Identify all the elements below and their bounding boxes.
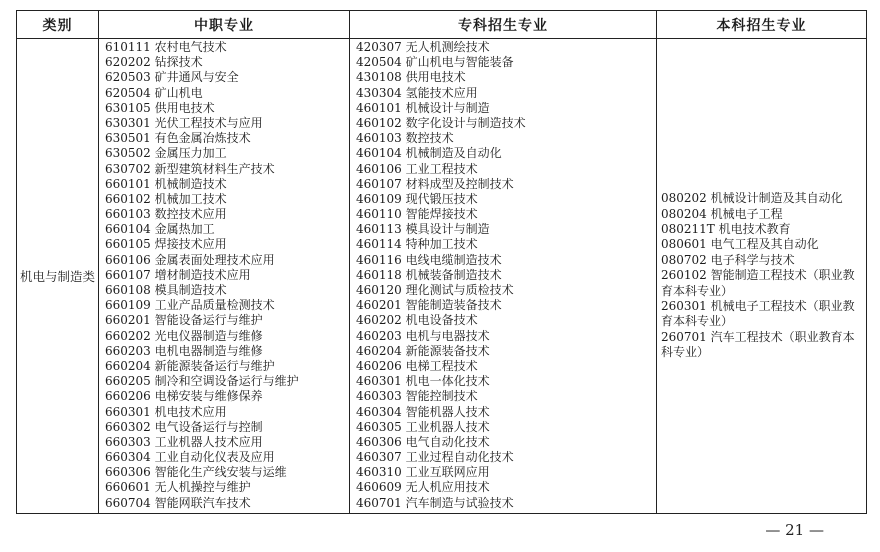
vocational-major-item: 460310 工业互联网应用: [356, 465, 490, 480]
secondary-major-item: 660203 电机电器制造与维修: [105, 343, 263, 358]
vocational-major-item: 420504 矿山机电与智能装备: [356, 55, 514, 70]
vocational-major-item: 460304 智能机器人技术: [356, 404, 490, 419]
vocational-major-item: 460202 机电设备技术: [356, 313, 478, 328]
vocational-major-list: [350, 39, 656, 513]
undergraduate-major-item: 080204 机械电子工程: [661, 206, 783, 221]
secondary-major-item: 660102 机械加工技术: [105, 191, 227, 206]
undergraduate-major-item: 080211T 机电技术教育: [661, 221, 791, 236]
vocational-major-item: 460106 工业工程技术: [356, 161, 478, 176]
vocational-major-item: 420307 无人机测绘技术: [356, 40, 490, 54]
undergraduate-major-item: 260701 汽车工程技术（职业教育本科专业）: [661, 329, 855, 360]
vocational-major-item: 460204 新能源装备技术: [356, 343, 490, 358]
vocational-cell: [350, 39, 657, 514]
secondary-major-item: 620503 矿井通风与安全: [105, 70, 239, 85]
vocational-major-item: 460116 电线电缆制造技术: [356, 252, 502, 267]
secondary-major-item: 660302 电气设备运行与控制: [105, 419, 263, 434]
undergraduate-major-item: 080202 机械设计制造及其自动化: [661, 191, 843, 206]
secondary-cell: [99, 39, 350, 514]
secondary-major-item: 660101 机械制造技术: [105, 176, 227, 191]
major-mapping-table: [16, 10, 867, 514]
secondary-major-item: 660205 制冷和空调设备运行与维护: [105, 374, 299, 389]
secondary-major-item: 630502 金属压力加工: [105, 146, 227, 161]
header-row: [17, 11, 867, 39]
secondary-major-item: 660303 工业机器人技术应用: [105, 434, 263, 449]
undergraduate-major-item: 260102 智能制造工程技术（职业教育本科专业）: [661, 268, 855, 298]
undergraduate-major-item: 080601 电气工程及其自动化: [661, 237, 819, 252]
vocational-major-item: 460201 智能制造装备技术: [356, 298, 502, 313]
secondary-major-item: 660704 智能网联汽车技术: [105, 495, 251, 510]
vocational-major-item: 460701 汽车制造与试验技术: [356, 495, 514, 510]
secondary-major-item: 660105 焊接技术应用: [105, 237, 227, 252]
secondary-major-item: 660304 工业自动化仪表及应用: [105, 450, 275, 465]
page-number: — 21 —: [765, 521, 824, 539]
secondary-major-item: 630702 新型建筑材料生产技术: [105, 161, 275, 176]
undergraduate-cell: [657, 39, 867, 514]
header-secondary: 中职专业: [99, 11, 350, 39]
secondary-major-item: 660204 新能源装备运行与维护: [105, 358, 275, 373]
vocational-major-item: 460101 机械设计与制造: [356, 100, 490, 115]
vocational-major-item: 430108 供用电技术: [356, 70, 466, 85]
header-undergraduate: 本科招生专业: [657, 11, 867, 39]
secondary-major-item: 630105 供用电技术: [105, 100, 215, 115]
vocational-major-item: 460103 数控技术: [356, 131, 454, 146]
undergraduate-major-list: [657, 191, 866, 360]
vocational-major-item: 460301 机电一体化技术: [356, 374, 490, 389]
vocational-major-item: 460303 智能控制技术: [356, 389, 478, 404]
secondary-major-item: 660301 机电技术应用: [105, 404, 227, 419]
vocational-major-item: 460306 电气自动化技术: [356, 434, 490, 449]
secondary-major-item: 660306 智能化生产线安装与运维: [105, 465, 287, 480]
secondary-major-item: 660109 工业产品质量检测技术: [105, 298, 275, 313]
secondary-major-item: 660104 金属热加工: [105, 222, 215, 237]
undergraduate-major-item: 080702 电子科学与技术: [661, 252, 795, 267]
vocational-major-item: 460203 电机与电器技术: [356, 328, 490, 343]
vocational-major-item: 460113 模具设计与制造: [356, 222, 490, 237]
secondary-major-item: 660601 无人机操控与维护: [105, 480, 251, 495]
category-cell: 机电与制造类: [17, 39, 99, 514]
vocational-major-item: 460120 理化测试与质检技术: [356, 283, 514, 297]
vocational-major-item: 460109 现代锻压技术: [356, 191, 478, 206]
secondary-major-item: 660103 数控技术应用: [105, 207, 227, 222]
undergraduate-major-item: 260301 机械电子工程技术（职业教育本科专业）: [661, 299, 855, 329]
secondary-major-list: [99, 39, 349, 513]
vocational-major-item: 460107 材料成型及控制技术: [356, 176, 514, 191]
vocational-major-item: 460118 机械装备制造技术: [356, 267, 502, 282]
secondary-major-item: 630501 有色金属冶炼技术: [105, 131, 251, 146]
secondary-major-item: 660107 增材制造技术应用: [105, 267, 251, 282]
secondary-major-item: 610111 农村电气技术: [105, 40, 227, 54]
secondary-major-item: 630301 光伏工程技术与应用: [105, 115, 263, 130]
vocational-major-item: 460307 工业过程自动化技术: [356, 450, 514, 465]
secondary-major-item: 620504 矿山机电: [105, 85, 203, 100]
vocational-major-item: 460104 机械制造及自动化: [356, 146, 502, 161]
vocational-major-item: 460206 电梯工程技术: [356, 358, 478, 373]
vocational-major-item: 430304 氢能技术应用: [356, 85, 478, 100]
secondary-major-item: 660201 智能设备运行与维护: [105, 313, 263, 328]
vocational-major-item: 460102 数字化设计与制造技术: [356, 115, 526, 130]
header-vocational: 专科招生专业: [350, 11, 657, 39]
secondary-major-item: 660106 金属表面处理技术应用: [105, 252, 275, 267]
secondary-major-item: 660206 电梯安装与维修保养: [105, 389, 263, 404]
header-category: 类别: [17, 11, 99, 39]
secondary-major-item: 660202 光电仪器制造与维修: [105, 328, 263, 343]
vocational-major-item: 460609 无人机应用技术: [356, 480, 490, 495]
vocational-major-item: 460114 特种加工技术: [356, 237, 478, 252]
secondary-major-item: 660108 模具制造技术: [105, 283, 227, 297]
secondary-major-item: 620202 钻探技术: [105, 55, 203, 70]
vocational-major-item: 460305 工业机器人技术: [356, 419, 490, 434]
category-row: [17, 39, 867, 514]
vocational-major-item: 460110 智能焊接技术: [356, 207, 478, 222]
